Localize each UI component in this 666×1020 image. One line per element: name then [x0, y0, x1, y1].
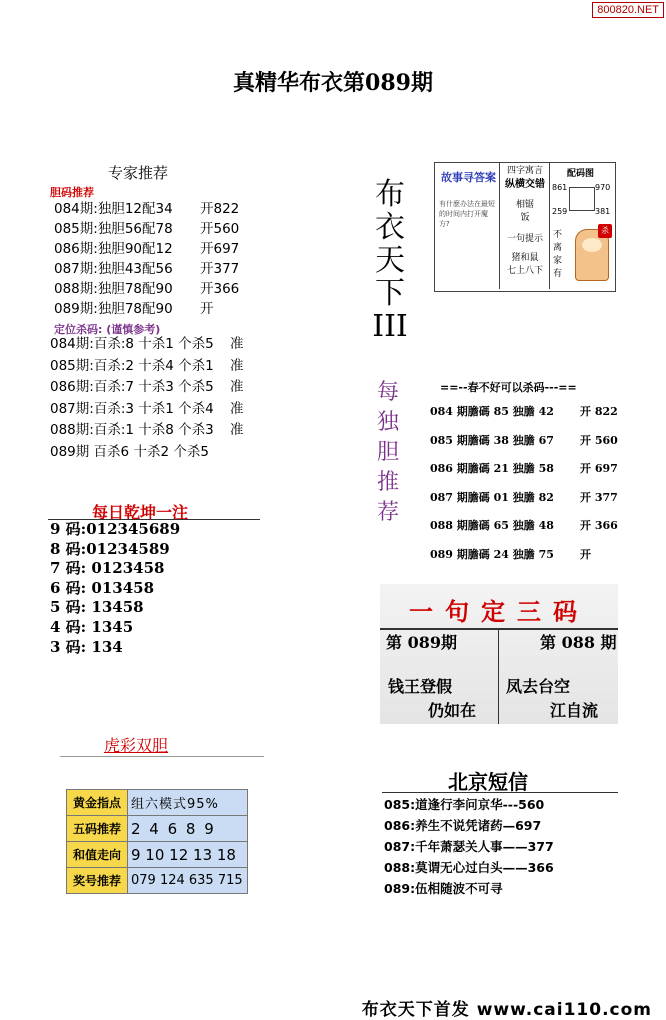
tiger-table	[66, 789, 248, 894]
list-item: 8 码:01234589	[50, 539, 170, 558]
list-item: 084 期膽碼 85 独膽 42 开 822	[430, 405, 618, 418]
list-item: 6 码: 013458	[50, 578, 155, 597]
list-item: 086 期膽碼 21 独膽 58 开 697	[430, 462, 618, 475]
list-item: 089:伍相随波不可寻	[384, 881, 503, 896]
riddle-box: 故事寻答案 有什麽办法在最短的时间内打开魔方? 四字寓言 纵横交错 相锯 饭 一句提示 猪和鼠 七上八下 配码图 861 970 259 381 不 离 家 有 杀	[434, 162, 616, 292]
list-item: 084期:独胆12配34 开822	[54, 201, 240, 217]
cartoon-figure-icon: 杀	[575, 229, 609, 281]
peima-title: 配码图	[567, 169, 595, 179]
riddle-question: 有什麽办法在最短的时间内打开魔方?	[439, 200, 495, 228]
every-list	[430, 398, 618, 569]
footer-site: 布衣天下首发 www.cai110.com	[361, 1000, 652, 1020]
table-row: 五码推荐 2 4 6 8 9	[67, 816, 248, 842]
watermark: 800820.NET	[592, 2, 664, 18]
list-item: 089 期膽碼 24 独膽 75 开	[430, 547, 591, 561]
beijing-heading: 北京短信	[448, 770, 528, 794]
list-item: 087期:独胆43配56 开377	[54, 261, 240, 277]
table-row: 和值走向 9 10 12 13 18	[67, 842, 248, 868]
yiju-right-line2: 江自流	[550, 701, 599, 720]
beijing-list	[384, 794, 554, 899]
daily-heading: 每日乾坤一注	[92, 503, 189, 522]
table-row: 黄金指点 组六模式95%	[67, 790, 248, 816]
list-item: 089期:独胆78配90 开	[54, 301, 214, 317]
list-item: 088 期膽碼 65 独膽 48 开 366	[430, 519, 618, 532]
yiju-left-line2: 仍如在	[428, 701, 477, 720]
list-item: 085期:独胆56配78 开560	[54, 221, 240, 237]
list-item: 084期:百杀:8 十杀1 个杀5 准	[50, 336, 244, 352]
yiju-left-issue: 第 089期	[386, 633, 457, 652]
page-title: 真精华布衣第089期	[233, 70, 433, 96]
table-row: 奖号推荐 079 124 635 715	[67, 868, 248, 894]
yiju-left-line1: 钱王登假	[388, 677, 453, 696]
list-item: 086期:独胆90配12 开697	[54, 241, 240, 257]
list-item: 089期 百杀6 十杀2 个杀5	[50, 443, 209, 460]
list-item: 4 码: 1345	[50, 617, 134, 636]
list-item: 087:千年萧瑟关人事——377	[384, 839, 554, 854]
list-item: 086期:百杀:7 十杀3 个杀5 准	[50, 379, 244, 395]
dan-label: 胆码推荐	[50, 186, 94, 199]
tiger-divider	[60, 756, 264, 757]
list-item: 088期:百杀:1 十杀8 个杀3 准	[50, 422, 244, 438]
beijing-divider	[382, 792, 618, 793]
riddle-title: 故事寻答案	[441, 171, 496, 184]
daily-list	[50, 520, 180, 657]
list-item: 087期:百杀:3 十杀1 个杀4 准	[50, 400, 244, 417]
yiju-banner: 一句定三码	[409, 597, 589, 626]
list-item: 088:莫谓无心过白头——366	[384, 860, 554, 875]
kill-list	[50, 334, 244, 463]
yiju-right-line1: 凤去台空	[506, 677, 571, 696]
list-item: 088期:独胆78配90 开366	[54, 281, 240, 297]
every-heading: ==--春不好可以杀码---==	[440, 381, 577, 394]
expert-heading: 专家推荐	[108, 164, 169, 182]
list-item: 3 码: 134	[50, 637, 123, 656]
buyi-vertical-title: 布 衣 天 下 III	[372, 177, 408, 344]
dan-list	[54, 199, 239, 319]
kill-label: 定位杀码: (谨慎参考)	[54, 323, 161, 336]
list-item: 5 码: 13458	[50, 598, 144, 617]
list-item: 7 码: 0123458	[50, 559, 165, 578]
meidu-vertical-title: 每 独 胆 推 荐	[376, 380, 399, 525]
tiger-heading: 虎彩双胆	[104, 736, 169, 755]
riddle-col2: 四字寓言 纵横交错 相锯 饭 一句提示 猪和鼠 七上八下	[505, 166, 545, 276]
list-item: 086:养生不说凭诸药—697	[384, 818, 542, 833]
list-item: 085:道逢行李问京华---560	[384, 797, 545, 812]
list-item: 087 期膽碼 01 独膽 82 开 377	[430, 490, 618, 504]
list-item: 085 期膽碼 38 独膽 67 开 560	[430, 433, 618, 447]
yiju-box	[380, 584, 618, 724]
yiju-right-issue: 第 088 期	[540, 633, 617, 652]
list-item: 9 码:012345689	[50, 520, 181, 538]
list-item: 085期:百杀:2 十杀4 个杀1 准	[50, 357, 244, 374]
